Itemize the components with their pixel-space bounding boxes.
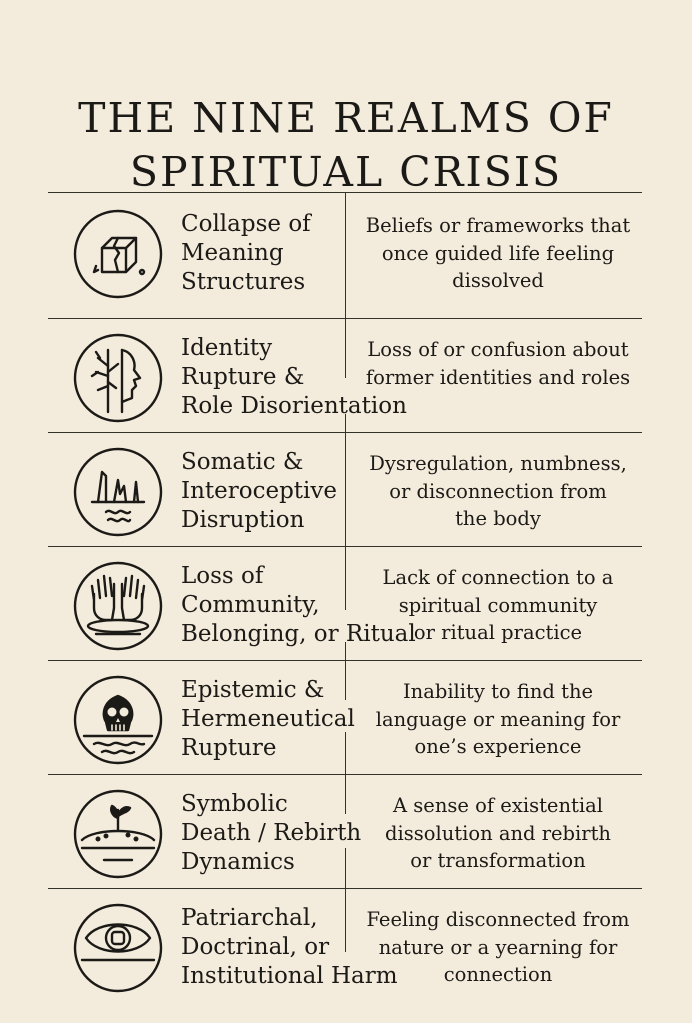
raised-hands-icon [72, 560, 164, 652]
body-signal-waves-icon [72, 446, 164, 538]
realm-name: Symbolic Death / Rebirth Dynamics [181, 791, 362, 875]
realm-name: Loss of Community, Belonging, or Ritual [181, 563, 416, 647]
title-line-1: THE NINE REALMS OF [78, 94, 614, 143]
realm-row-somatic-disruption [48, 434, 642, 548]
realm-row-loss-of-community [48, 548, 642, 662]
realm-description: Beliefs or frameworks that once guided life feeling dissolved [365, 214, 631, 292]
realm-row-meaning-structures [48, 196, 642, 310]
eye-icon [72, 902, 164, 994]
realm-description: Feeling disconnected from nature or a yearning for connection [366, 908, 630, 986]
tree-face-profile-icon [72, 332, 164, 424]
realm-row-identity-rupture [48, 320, 642, 434]
broken-cube-icon [72, 208, 164, 300]
realm-description: Loss of or confusion about former identities and roles [365, 338, 631, 389]
realm-description: Lack of connection to a spiritual community or ritual practice [382, 566, 614, 644]
realm-name: Epistemic & Hermeneutical Rupture [181, 677, 355, 761]
realm-description: A sense of existential dissolution and rebirth or transformation [384, 794, 611, 872]
skull-waves-icon [72, 674, 164, 766]
realm-row-epistemic-rupture [48, 662, 642, 776]
realm-row-institutional-harm [48, 890, 642, 1004]
realm-name: Somatic & Interoceptive Disruption [181, 449, 338, 533]
realm-name: Identity Rupture & Role Disorientation [181, 335, 407, 419]
realm-row-symbolic-death-rebirth [48, 776, 642, 890]
realm-description: Dysregulation, numbness, or disconnection from the body [369, 452, 627, 530]
title-line-2: SPIRITUAL CRISIS [129, 148, 563, 197]
sprout-mound-icon [72, 788, 164, 880]
realms-table [48, 192, 642, 992]
page-title [0, 91, 692, 199]
realm-name: Collapse of Meaning Structures [181, 211, 311, 295]
realm-description: Inability to find the language or meaning for one’s experience [375, 680, 621, 758]
realm-name: Patriarchal, Doctrinal, or Institutional Harm [181, 905, 398, 989]
